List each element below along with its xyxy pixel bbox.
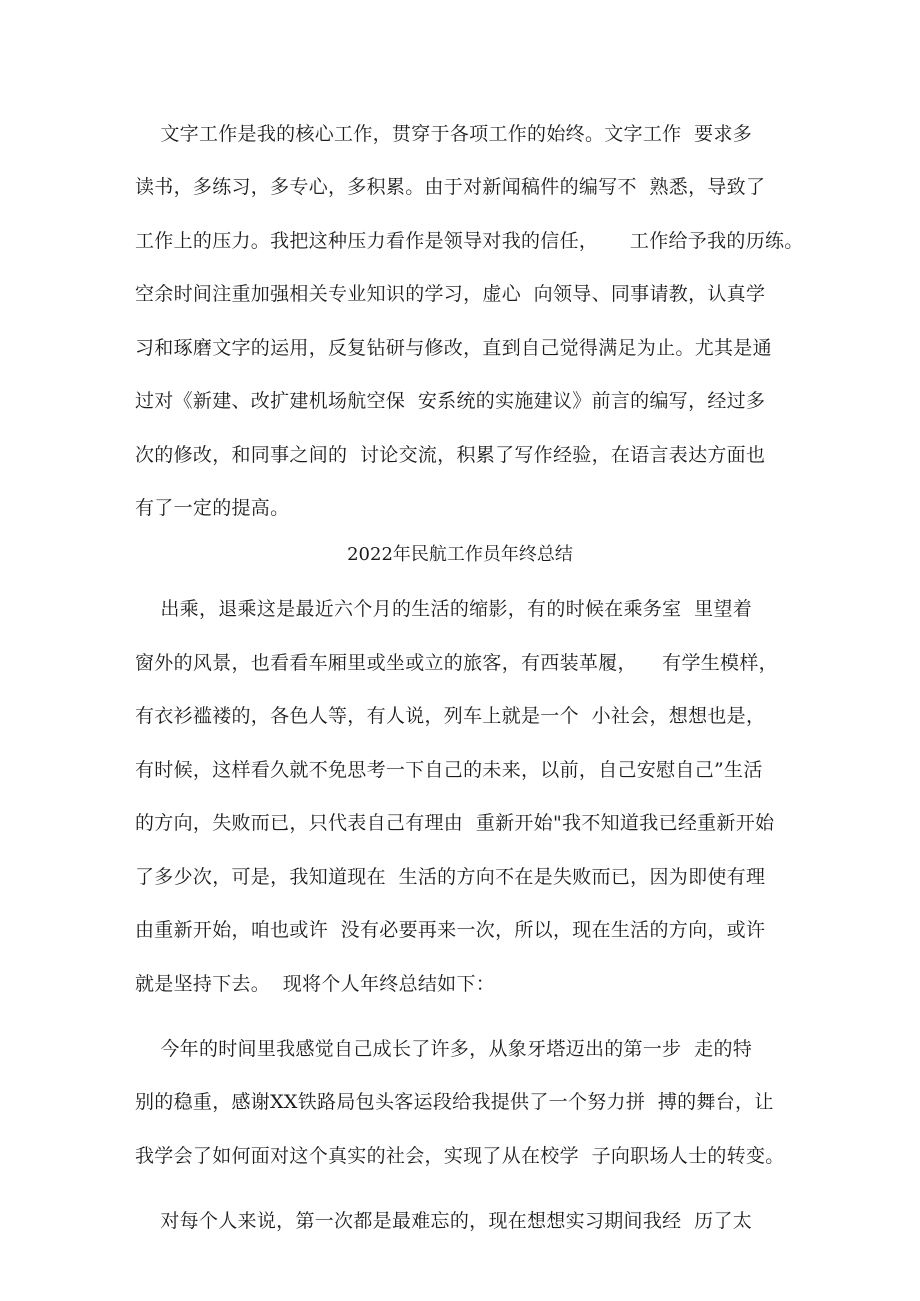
text-line: 过对《新建、改扩建机场航空保 安系统的实施建议》前言的编写，经过多 <box>135 390 766 412</box>
text-line: 由重新开始，咱也或许 没有必要再来一次，所以，现在生活的方向，或许 <box>135 919 766 941</box>
text-line: 我学会了如何面对这个真实的社会，实现了从在校学 子向职场人士的转变。 <box>135 1145 785 1167</box>
text-line: 文字工作是我的核心工作，贯穿于各项工作的始终。文字工作 要求多 <box>135 123 753 145</box>
text-line: 了多少次，可是，我知道现在 生活的方向不在是失败而已，因为即使有理 <box>135 866 766 888</box>
text-line: 次的修改，和同事之间的 讨论交流，积累了写作经验，在语言表达方面也 <box>135 444 766 466</box>
text-line: 工作上的压力。我把这种压力看作是领导对我的信任， 工作给予我的历练。 <box>135 230 804 252</box>
text-line: 别的稳重，感谢XX铁路局包头客运段给我提供了一个努力拼 搏的舞台，让 <box>135 1091 774 1113</box>
text-line: 的方向，失败而已，只代表自己有理由 重新开始"我不知道我已经重新开始 <box>135 812 775 834</box>
text-line: 对每个人来说，第一次都是最难忘的，现在想想实习期间我经 历了太 <box>135 1210 753 1232</box>
text-line: 就是坚持下去。 现将个人年终总结如下： <box>135 973 496 995</box>
text-line: 读书，多练习，多专心，多积累。由于对新闻稿件的编写不 熟悉，导致了 <box>135 176 766 198</box>
text-line: 有时候，这样看久就不免思考一下自己的未来，以前，自己安慰自己”生活 <box>135 759 763 781</box>
text-line: 空余时间注重加强相关专业知识的学习，虚心 向领导、同事请教，认真学 <box>135 283 766 305</box>
text-line: 出乘，退乘这是最近六个月的生活的缩影，有的时候在乘务室 里望着 <box>135 598 753 620</box>
text-line: 今年的时间里我感觉自己成长了许多，从象牙塔迈出的第一步 走的特 <box>135 1038 753 1060</box>
document-title: 2022年民航工作员年终总结 <box>347 544 573 565</box>
text-line: 习和琢磨文字的运用，反复钻研与修改，直到自己觉得满足为止。尤其是通 <box>135 337 772 359</box>
text-line: 有了一定的提高。 <box>135 497 290 519</box>
text-line: 窗外的风景，也看看车厢里或坐或立的旅客，有西装革履， 有学生模样， <box>135 652 778 674</box>
text-line: 有衣衫褴褛的，各色人等，有人说，列车上就是一个 小社会，想想也是， <box>135 705 766 727</box>
